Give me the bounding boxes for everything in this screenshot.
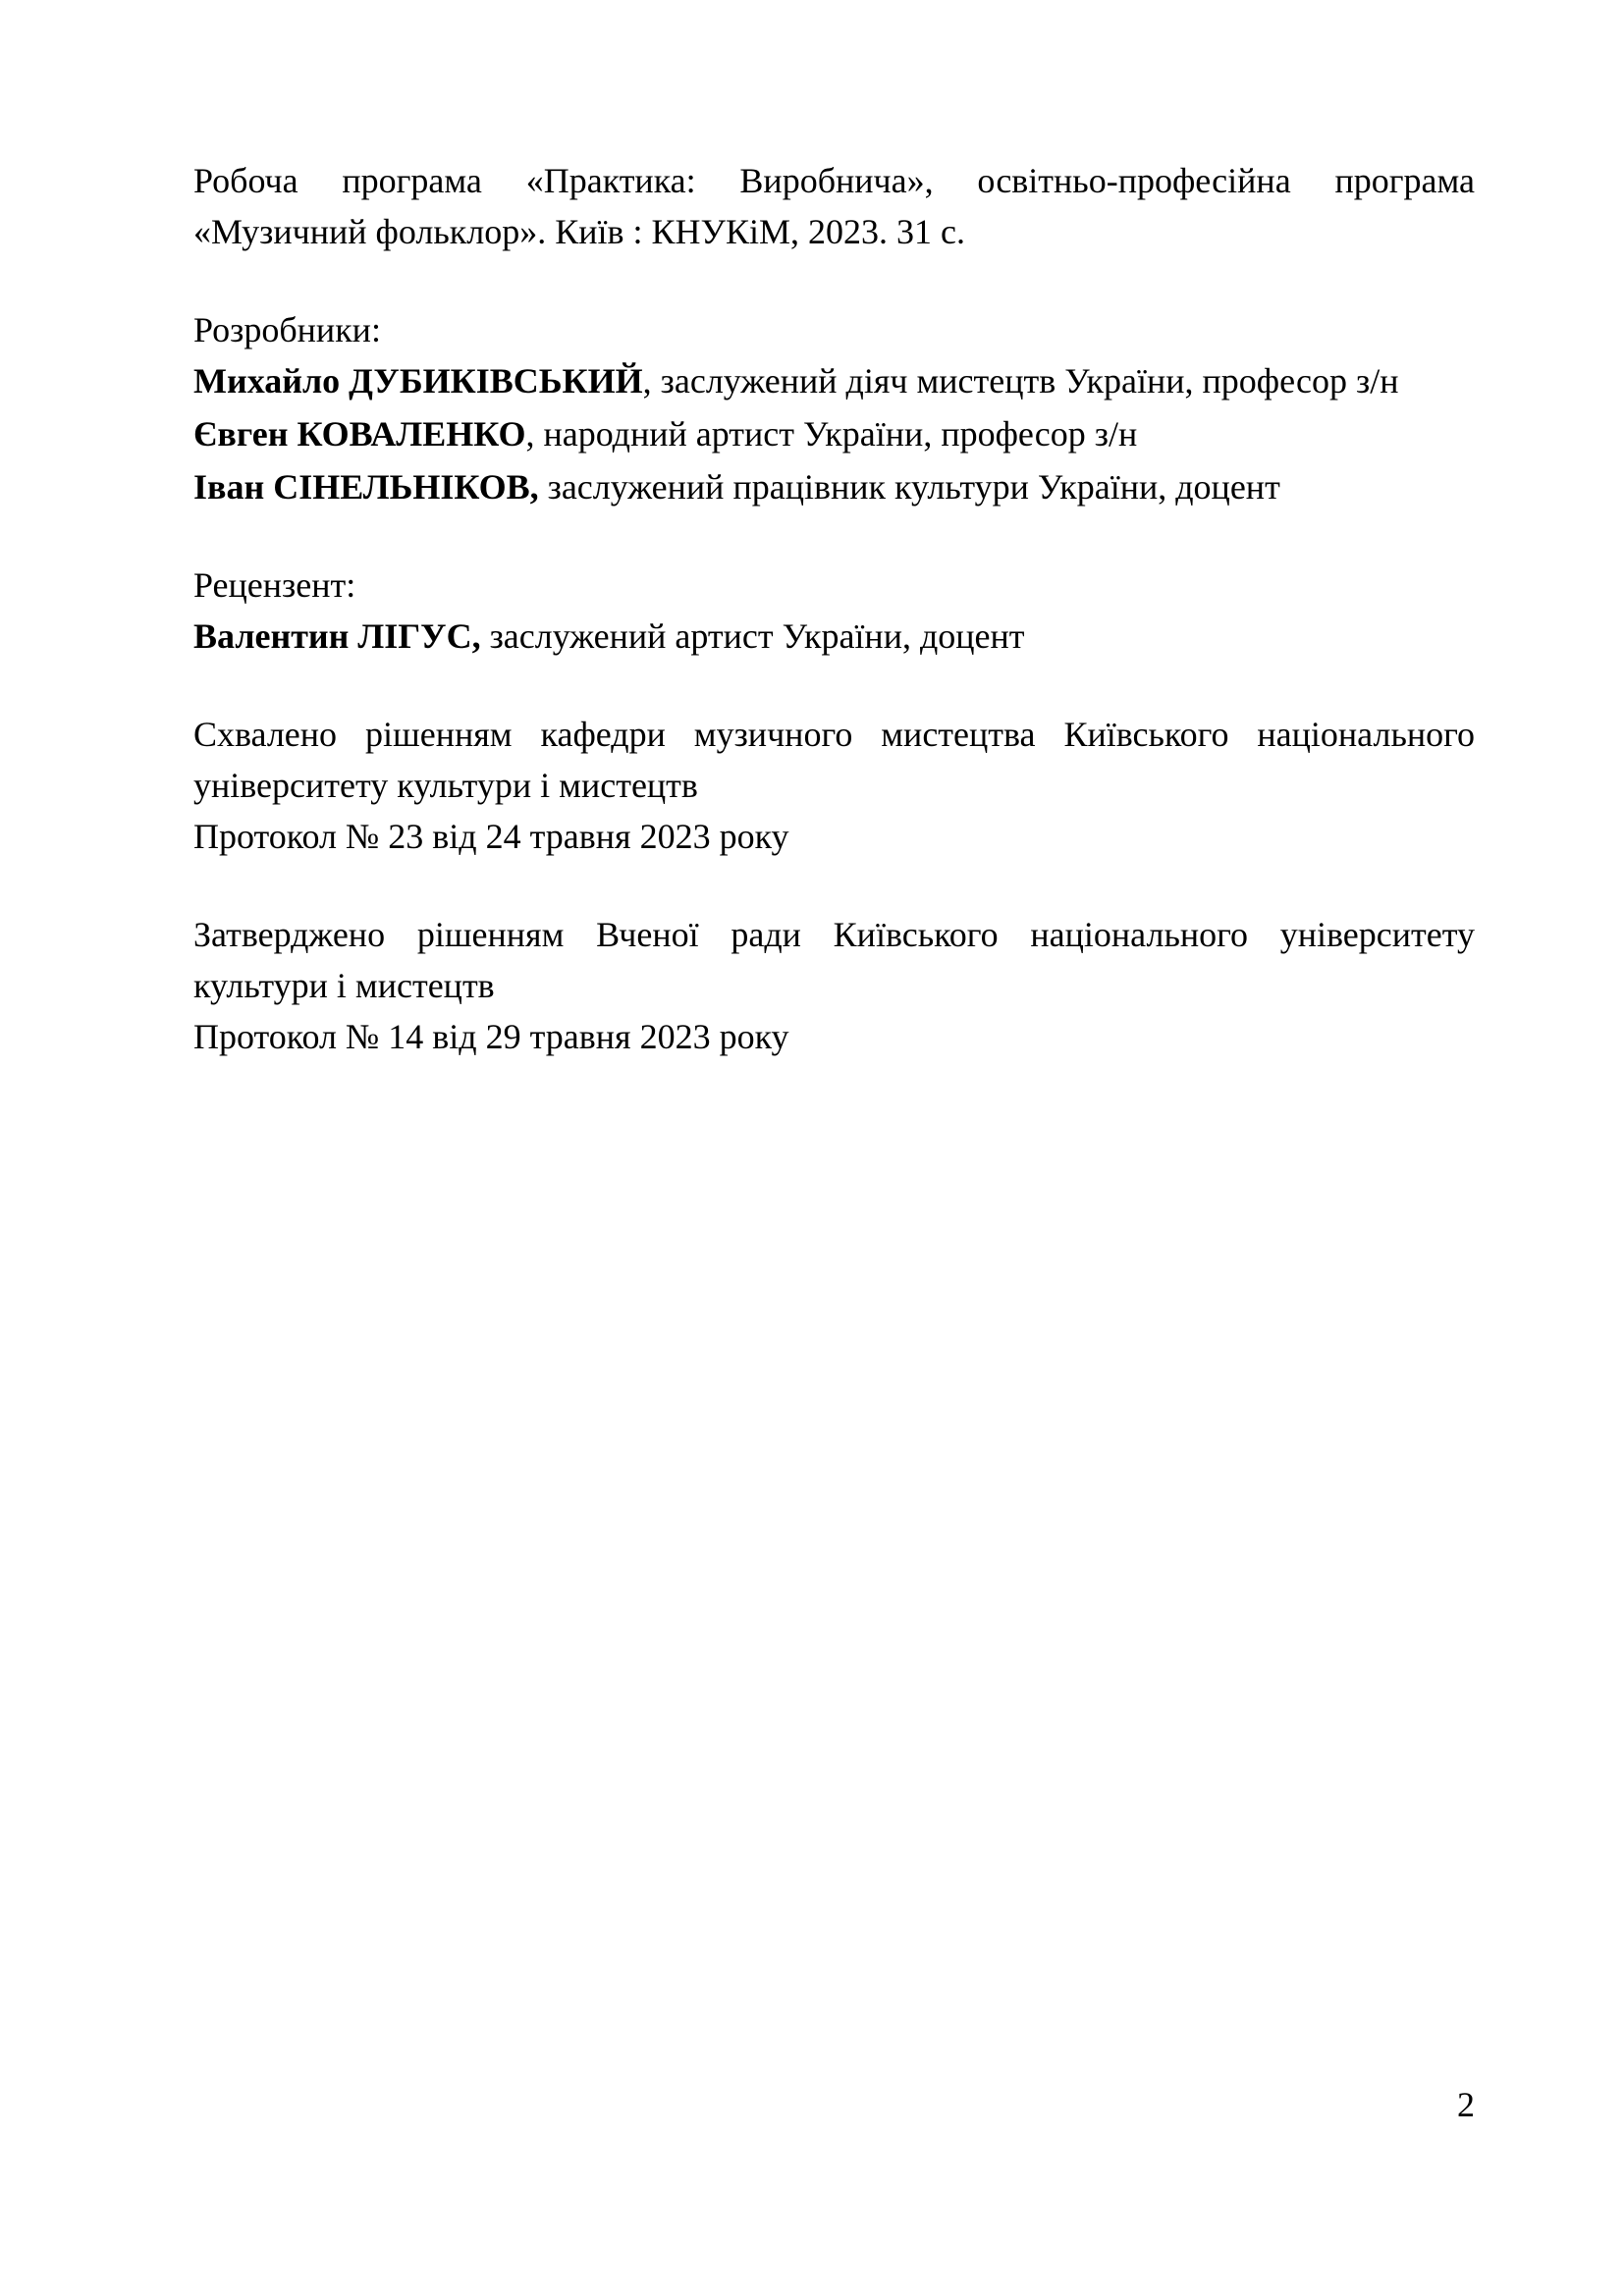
developer-role: заслужений працівник культури України, доцент (538, 467, 1280, 507)
citation-paragraph: Робоча програма «Практика: Виробнича», освітньо-професійна програма «Музичний фольклор». Київ : КНУКіМ, 2023. 31 с. (193, 161, 1475, 251)
reviewer-section (193, 560, 1475, 662)
developer-entry (193, 355, 1475, 406)
developer-role: , народний артист України, професор з/н (525, 414, 1138, 454)
council-approval-text: Затверджено рішенням Вченої ради Київського національного університету культури і мистецтв (193, 915, 1475, 1005)
developer-role: , заслужений діяч мистецтв України, професор з/н (642, 361, 1399, 400)
developer-name: Михайло ДУБИКІВСЬКИЙ (193, 361, 643, 400)
department-approval-text: Схвалено рішенням кафедри музичного мистецтва Київського національного університету культури і мистецтв (193, 715, 1475, 805)
developers-heading: Розробники: (193, 310, 381, 349)
department-approval-section (193, 709, 1475, 862)
developers-section (193, 304, 1475, 512)
reviewer-entry (193, 611, 1475, 662)
reviewer-heading: Рецензент: (193, 565, 356, 605)
page-content (193, 155, 1475, 1062)
developer-name: Євген КОВАЛЕНКО (193, 414, 526, 454)
council-approval-protocol: Протокол № 14 від 29 травня 2023 року (193, 1017, 789, 1056)
council-approval-section (193, 909, 1475, 1062)
developer-entry (193, 461, 1475, 512)
page-number: 2 (1457, 2085, 1475, 2124)
developer-entry (193, 408, 1475, 459)
reviewer-role: заслужений артист України, доцент (480, 616, 1025, 656)
department-approval-protocol: Протокол № 23 від 24 травня 2023 року (193, 817, 789, 856)
reviewer-name: Валентин ЛІГУС, (193, 616, 481, 656)
developer-name: Іван СІНЕЛЬНІКОВ, (193, 467, 539, 507)
